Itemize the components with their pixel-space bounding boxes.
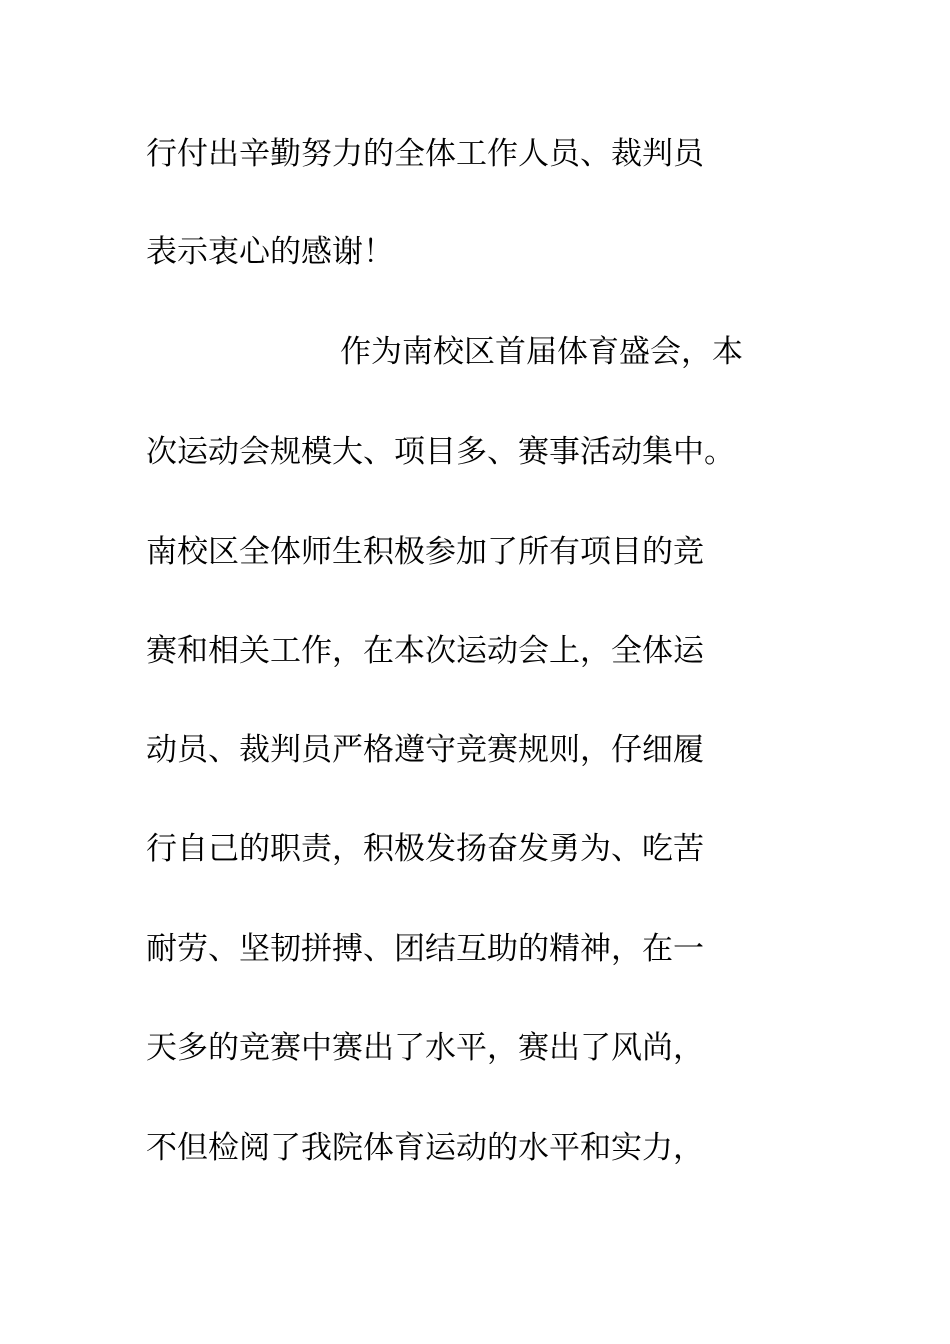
text-line-1: 行付出辛勤努力的全体工作人员、裁判员 [146, 136, 704, 172]
paragraph-start-line: 作为南校区首届体育盛会，本 [340, 334, 743, 370]
text-line-11: 不但检阅了我院体育运动的水平和实力， [146, 1130, 704, 1166]
text-line-8: 行自己的职责，积极发扬奋发勇为、吃苦 [146, 831, 704, 867]
text-line-4: 次运动会规模大、项目多、赛事活动集中。 [146, 434, 735, 470]
text-line-9: 耐劳、坚韧拼搏、团结互助的精神，在一 [146, 931, 704, 967]
text-line-6: 赛和相关工作，在本次运动会上，全体运 [146, 633, 704, 669]
text-line-2: 表示衷心的感谢！ [146, 234, 394, 270]
text-line-7: 动员、裁判员严格遵守竞赛规则，仔细履 [146, 732, 704, 768]
text-line-5: 南校区全体师生积极参加了所有项目的竞 [146, 534, 704, 570]
text-line-10: 天多的竞赛中赛出了水平，赛出了风尚， [146, 1030, 704, 1066]
